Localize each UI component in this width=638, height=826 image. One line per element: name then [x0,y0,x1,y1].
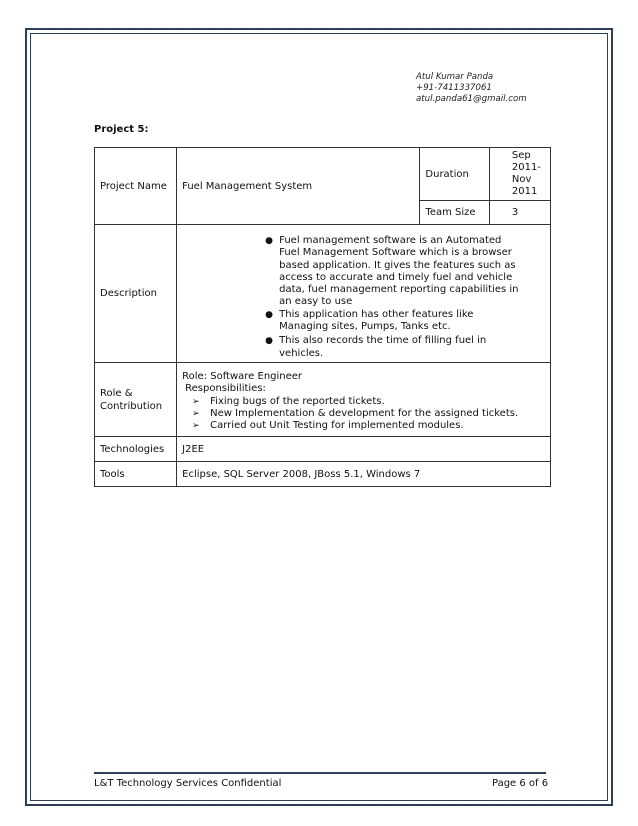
list-item: ● Fuel management software is an Automated Fuel Management Software which is a browser based application. It gives the features such as access to accurate and timely fuel and vehicle data, fuel management reporting capabilities in an easy to use [265,235,519,308]
duration-line: Sep [511,150,531,161]
header-contact [416,72,527,105]
list-item: ● This also records the time of filling fuel in vehicles. [265,335,487,359]
contact-phone: +91-7411337061 [416,83,492,93]
technologies-label: Technologies [95,437,177,462]
arrow-bullet-icon: ➢ [192,408,200,419]
bullet-icon: ● [265,309,273,320]
section-title: Project 5: [94,124,149,135]
contact-name: Atul Kumar Panda [416,72,494,82]
description-cell [177,225,551,363]
contact-email: atul.panda61@gmail.com [416,94,527,104]
role-line: Role: Software Engineer [182,370,303,382]
arrow-bullet-icon: ➢ [192,421,200,432]
arrow-bullet-icon: ➢ [192,396,200,407]
list-item: ● This application has other features like Managing sites, Pumps, Tanks etc. [265,308,474,333]
team-size-value: 3 [489,201,550,225]
description-label: Description [95,225,177,363]
duration-line: 2011- [511,162,541,173]
responsibilities-label: Responsibilities: [185,383,266,395]
project-name-value: Fuel Management System [177,148,420,225]
project-table [94,147,551,487]
bullet-icon: ● [265,236,273,246]
duration-line: 2011 [511,186,538,197]
footer-divider [94,772,546,774]
responsibilities-list [182,396,545,433]
description-list [257,235,520,360]
tools-value: Eclipse, SQL Server 2008, JBoss 5.1, Windows 7 [177,462,551,487]
list-item: ➢ Fixing bugs of the reported tickets. [192,395,385,407]
technologies-value: J2EE [177,437,551,462]
list-item: ➢ New Implementation & development for the assigned tickets. [192,407,519,419]
duration-value [489,148,550,201]
bullet-icon: ● [265,336,273,347]
footer-confidential: L&T Technology Services Confidential [94,778,282,789]
tools-label: Tools [95,462,177,487]
role-cell [177,362,551,436]
project-name-label: Project Name [95,148,177,225]
team-size-label: Team Size [420,201,490,225]
duration-label: Duration [420,148,490,201]
footer-page-number: Page 6 of 6 [492,778,549,789]
duration-line: Nov [511,174,532,185]
role-label: Role & Contribution [95,362,177,436]
list-item: ➢ Carried out Unit Testing for implemented modules. [192,420,464,432]
